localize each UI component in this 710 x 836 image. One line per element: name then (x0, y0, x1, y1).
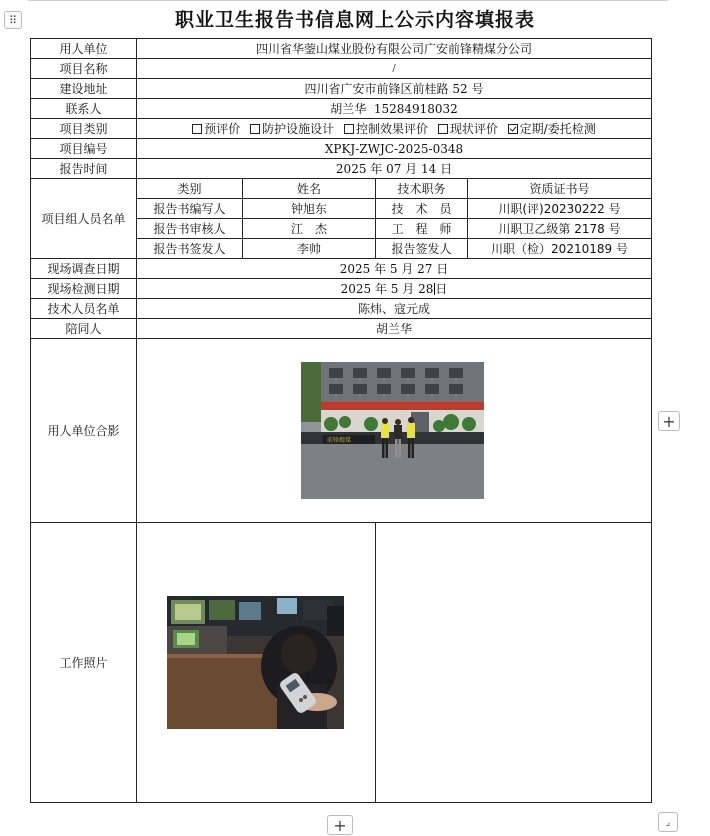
row-work-photos (31, 523, 652, 803)
option-periodic-testing[interactable] (508, 122, 596, 136)
drag-handle-icon[interactable]: ⠿ (4, 11, 22, 29)
checkbox-periodic-testing[interactable] (508, 124, 518, 134)
row-project-name (31, 59, 652, 79)
team-cert[interactable]: 川职(评)20230222 号 (468, 199, 652, 219)
cell-work-photo-1[interactable] (137, 523, 376, 803)
team-title[interactable]: 技 术 员 (376, 199, 468, 219)
top-rule (28, 0, 668, 1)
label-team: 项目组人员名单 (31, 179, 137, 259)
value-project-name[interactable]: / (137, 59, 652, 79)
label-project-no: 项目编号 (31, 139, 137, 159)
team-header-role: 类别 (137, 179, 243, 199)
label-report-date: 报告时间 (31, 159, 137, 179)
option-label: 防护设施设计 (262, 121, 335, 136)
add-column-button[interactable]: + (658, 411, 680, 431)
work-photo-image (167, 596, 344, 729)
team-cert[interactable]: 川职卫乙级第 2178 号 (468, 219, 652, 239)
cell-work-photo-2[interactable] (376, 523, 652, 803)
label-work-photos: 工作照片 (31, 523, 137, 803)
add-row-button[interactable]: + (327, 815, 353, 835)
option-label: 定期/委托检测 (519, 121, 596, 136)
option-label: 控制效果评价 (355, 121, 428, 136)
row-employer (31, 39, 652, 59)
row-team-header (31, 179, 652, 199)
label-tech-staff: 技术人员名单 (31, 299, 137, 319)
value-report-date[interactable]: 2025 年 07 月 14 日 (137, 159, 652, 179)
value-test-date[interactable] (137, 279, 652, 299)
value-survey-date[interactable]: 2025 年 5 月 27 日 (137, 259, 652, 279)
value-contact[interactable]: 胡兰华 15284918032 (137, 99, 652, 119)
test-date-text: 2025 年 5 月 28 (340, 281, 434, 296)
team-name[interactable]: 江 杰 (243, 219, 376, 239)
option-label: 预评价 (204, 121, 241, 136)
value-employer[interactable]: 四川省华蓥山煤业股份有限公司广安前锋精煤分公司 (137, 39, 652, 59)
label-contact: 联系人 (31, 99, 137, 119)
row-contact (31, 99, 652, 119)
work-photo[interactable] (167, 596, 344, 729)
row-escort (31, 319, 652, 339)
cell-group-photo[interactable] (137, 339, 652, 523)
row-tech-staff (31, 299, 652, 319)
value-project-no[interactable]: XPKJ-ZWJC-2025-0348 (137, 139, 652, 159)
team-role[interactable]: 报告书签发人 (137, 239, 243, 259)
checkbox-protection-design[interactable] (250, 124, 260, 134)
team-name[interactable]: 钟旭东 (243, 199, 376, 219)
label-address: 建设地址 (31, 79, 137, 99)
label-group-photo: 用人单位合影 (31, 339, 137, 523)
label-project-type: 项目类别 (31, 119, 137, 139)
resize-handle-icon[interactable]: ⌟ (658, 812, 678, 832)
row-project-no (31, 139, 652, 159)
team-header-title: 技术职务 (376, 179, 468, 199)
team-title[interactable]: 工 程 师 (376, 219, 468, 239)
label-survey-date: 现场调查日期 (31, 259, 137, 279)
team-cert[interactable]: 川职（检）20210189 号 (468, 239, 652, 259)
team-title[interactable]: 报告签发人 (376, 239, 468, 259)
page-title: 职业卫生报告书信息网上公示内容填报表 (174, 9, 535, 31)
group-photo-image (301, 362, 484, 499)
row-survey-date (31, 259, 652, 279)
row-address (31, 79, 652, 99)
test-date-suffix: 日 (435, 281, 448, 296)
row-project-type (31, 119, 652, 139)
team-header-name: 姓名 (243, 179, 376, 199)
checkbox-status-evaluation[interactable] (438, 124, 448, 134)
value-escort[interactable]: 胡兰华 (137, 319, 652, 339)
option-pre-evaluation[interactable] (192, 122, 240, 136)
label-test-date: 现场检测日期 (31, 279, 137, 299)
team-name[interactable]: 李帅 (243, 239, 376, 259)
checkbox-control-evaluation[interactable] (344, 124, 354, 134)
option-status-evaluation[interactable] (438, 122, 498, 136)
option-label: 现状评价 (449, 121, 498, 136)
row-group-photo (31, 339, 652, 523)
checkbox-pre-evaluation[interactable] (192, 124, 202, 134)
group-photo[interactable] (301, 362, 484, 499)
value-address[interactable]: 四川省广安市前锋区前桂路 52 号 (137, 79, 652, 99)
row-report-date (31, 159, 652, 179)
row-test-date (31, 279, 652, 299)
value-project-type (137, 119, 652, 139)
label-escort: 陪同人 (31, 319, 137, 339)
team-header-cert: 资质证书号 (468, 179, 652, 199)
group-photo-sign: 前锋精煤 (327, 437, 352, 444)
label-project-name: 项目名称 (31, 59, 137, 79)
form-table (30, 38, 652, 803)
label-employer: 用人单位 (31, 39, 137, 59)
option-protection-design[interactable] (250, 122, 334, 136)
team-role[interactable]: 报告书编写人 (137, 199, 243, 219)
team-role[interactable]: 报告书审核人 (137, 219, 243, 239)
option-control-evaluation[interactable] (344, 122, 428, 136)
value-tech-staff[interactable]: 陈炜、寇元成 (137, 299, 652, 319)
